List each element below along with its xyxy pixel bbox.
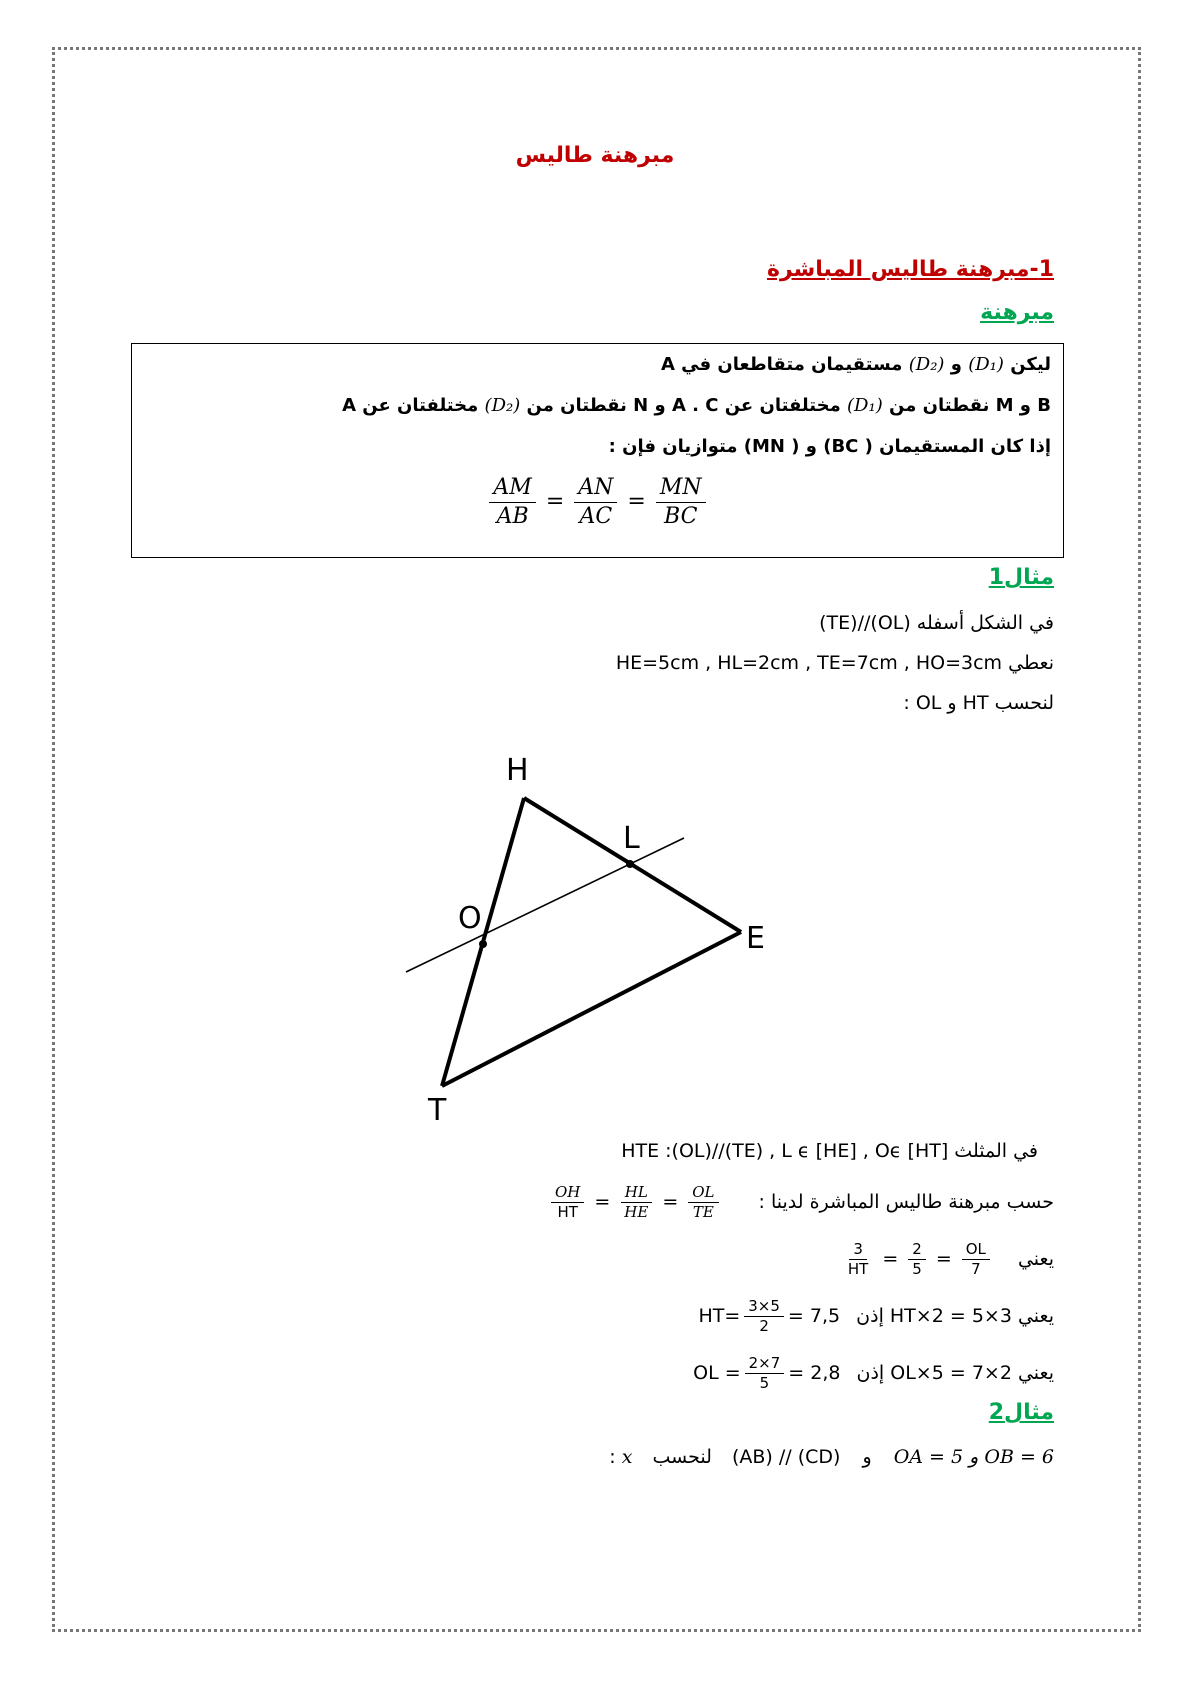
line-d1: (D₁): [968, 354, 1004, 375]
numerator: 2×7: [745, 1354, 785, 1374]
solution-text: يعني: [1017, 1247, 1054, 1270]
numerator: AM: [489, 474, 535, 503]
numerator: 2: [908, 1240, 926, 1260]
numerator: HL: [621, 1183, 652, 1203]
fraction: [574, 474, 617, 530]
fraction: [656, 474, 706, 530]
result-value: = 7,5: [787, 1304, 841, 1327]
solution-line3: يعني $\frac{3}{HT}$ = $\frac{2}{5}$ = $\frac{OL}{7}$: [840, 1240, 1054, 1279]
line-ol: [406, 838, 684, 972]
example1-line2: نعطي HE=5cm , HL=2cm , TE=7cm , HO=3cm: [615, 652, 1054, 674]
denominator: BC: [664, 503, 698, 529]
variable-x: x: [621, 1446, 633, 1468]
numerator: OL: [688, 1183, 718, 1203]
example1-line3: لنحسب HT و OL :: [903, 692, 1054, 714]
theorem-line-1: [661, 354, 1051, 375]
theorem-formula: $\frac{AM}{AB}$ = $\frac{AN}{AC}$ = $\frac{MN}{BC}$: [132, 474, 1063, 530]
given-values: OA = 5 و OB = 6: [893, 1446, 1054, 1468]
result-value: = 2,8: [788, 1361, 841, 1384]
numerator: OH: [551, 1183, 584, 1203]
fraction: [745, 1354, 785, 1393]
label-l: L: [623, 821, 640, 856]
theorem-box: [131, 343, 1064, 558]
triangle-figure: [380, 750, 780, 1130]
numerator: AN: [574, 474, 617, 503]
compute-text: لنحسب: [652, 1446, 712, 1468]
theorem-text: B و M نقطتان من: [889, 395, 1051, 416]
label-e: E: [746, 921, 765, 956]
fraction: [489, 474, 535, 530]
line-d2: (D₂): [484, 395, 521, 416]
theorem-line-2: [342, 395, 1051, 416]
result-lhs: OL =: [693, 1361, 741, 1384]
label-o: O: [458, 901, 482, 936]
numerator: MN: [656, 474, 706, 503]
label-t: T: [428, 1093, 447, 1128]
fraction: [688, 1183, 718, 1222]
numerator: 3×5: [744, 1297, 784, 1317]
solution-line2: حسب مبرهنة طاليس المباشرة لدينا : $\frac{OH}{HT}$ = $\frac{HL}{HE}$ = $\frac{OL}{TE}$: [547, 1183, 1054, 1222]
theorem-text: ليكن: [1010, 354, 1051, 375]
solution-line1: في المثلث HTE :(OL)//(TE) , L ϵ [HE] , Oϵ [HT]: [621, 1140, 1038, 1162]
denominator: 5: [912, 1259, 922, 1278]
point-o: [479, 940, 487, 948]
page-title: مبرهنة طاليس: [515, 143, 675, 168]
denominator: AB: [496, 503, 529, 529]
result-lhs: HT=: [698, 1304, 741, 1327]
solution-line5: [693, 1354, 1054, 1393]
solution-line4: [698, 1297, 1054, 1336]
conjunction: و: [950, 354, 962, 375]
parallel-statement: (AB) // (CD): [731, 1446, 841, 1468]
theorem-text: مختلفتان عن A . C و N نقطتان من: [526, 395, 841, 416]
example1-title: مثال1: [988, 565, 1054, 590]
denominator: 5: [759, 1373, 770, 1392]
denominator: HE: [624, 1202, 649, 1221]
theorem-label: مبرهنة: [980, 300, 1054, 325]
example2-line1: [609, 1446, 1054, 1468]
fraction: [962, 1240, 990, 1279]
line-d2: (D₂): [908, 354, 945, 375]
fraction: [744, 1297, 784, 1336]
theorem-text: مستقيمان متقاطعان في A: [660, 354, 903, 375]
solution-text: حسب مبرهنة طاليس المباشرة لدينا :: [758, 1190, 1054, 1213]
point-l: [626, 860, 634, 868]
denominator: AC: [579, 503, 613, 529]
solution-text: يعني 2×7 = 5×OL إذن: [856, 1361, 1054, 1384]
denominator: HT: [847, 1259, 869, 1278]
fraction: [551, 1183, 584, 1222]
segment-te: [442, 932, 741, 1086]
colon: :: [609, 1446, 616, 1468]
example2-title: مثال2: [988, 1400, 1054, 1425]
line-d1: (D₁): [847, 395, 883, 416]
fraction: [908, 1240, 926, 1279]
theorem-line-3: إذا كان المستقيمان ( BC) و ( MN) متوازيان فإن :: [608, 436, 1051, 457]
section-heading: 1-مبرهنة طاليس المباشرة: [766, 257, 1054, 282]
fraction: [620, 1183, 652, 1222]
theorem-text: مختلفتان عن A: [342, 395, 479, 416]
denominator: TE: [692, 1202, 714, 1221]
denominator: HT: [557, 1202, 578, 1221]
numerator: OL: [962, 1240, 990, 1260]
conjunction: و: [862, 1446, 872, 1468]
solution-text: يعني 3×5 = 2×HT إذن: [856, 1304, 1054, 1327]
denominator: 2: [759, 1316, 769, 1335]
example1-line1: في الشكل أسفله (OL)//(TE): [819, 612, 1054, 634]
label-h: H: [506, 753, 529, 788]
fraction: [844, 1240, 872, 1279]
denominator: 7: [971, 1259, 981, 1278]
numerator: 3: [849, 1240, 867, 1260]
